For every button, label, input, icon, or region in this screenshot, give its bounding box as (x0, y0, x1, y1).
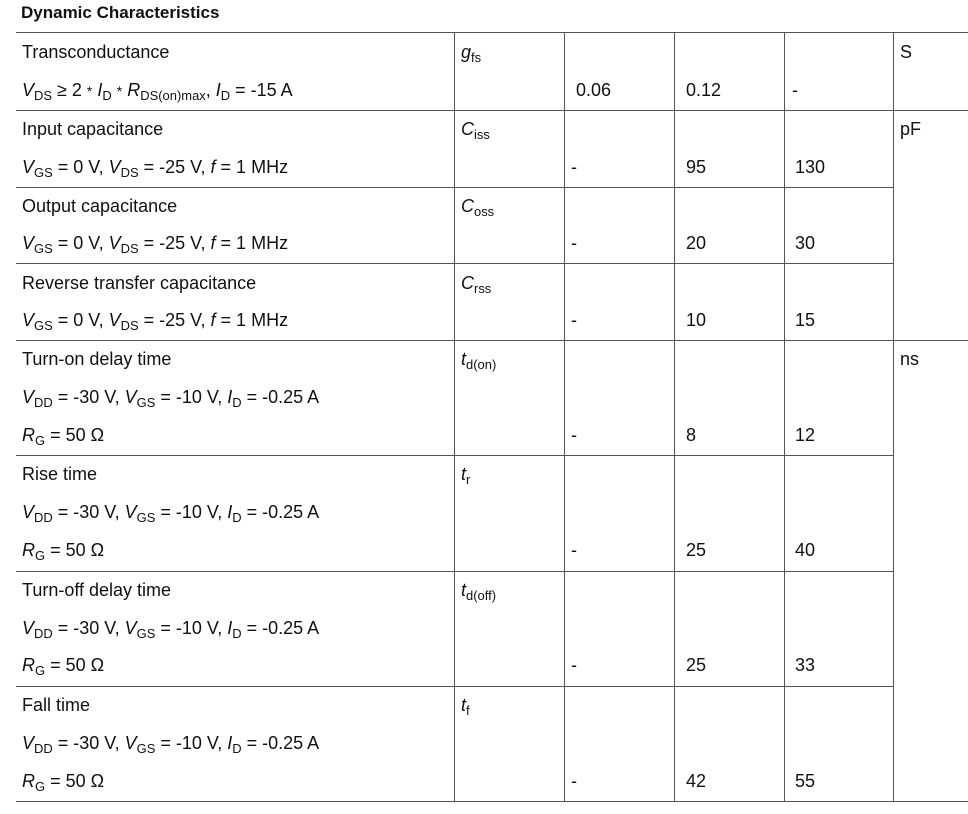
min-value: - (571, 233, 577, 253)
typ-value: 10 (686, 310, 707, 330)
min-value: - (571, 540, 577, 560)
symbol: $C_{iss}$ (461, 119, 490, 142)
symbol: $t_{d(on)}$ (461, 349, 497, 372)
typ-value: 20 (686, 233, 707, 253)
condition-text: $V_{DD} = -30$ V, $V_{GS} = -10$ V, $I_D = -0.25$ A (22, 502, 320, 525)
condition-text: $V_{GS} = 0$ V, $V_{DS} = -25$ V, f = 1 MHz (22, 310, 289, 333)
min-value: - (571, 157, 577, 177)
row-divider (16, 340, 968, 341)
parameter-name: Reverse transfer capacitance (22, 273, 257, 293)
max-value: 12 (795, 425, 816, 445)
condition-text: $R_G = 50$ Ω (22, 655, 105, 678)
col-divider (564, 33, 565, 801)
min-value: - (571, 310, 577, 330)
parameter-name: Output capacitance (22, 196, 178, 216)
condition-text: $V_{DS} \ge 2 * I_D * R_{DS(on)max}$, $I_D = -15$ A (22, 80, 293, 103)
symbol: $t_r$ (461, 464, 471, 487)
min-value: 0.06 (576, 80, 612, 100)
max-value: 30 (795, 233, 816, 253)
typ-value: 8 (686, 425, 697, 445)
condition-text: $V_{DD} = -30$ V, $V_{GS} = -10$ V, $I_D = -0.25$ A (22, 387, 320, 410)
min-value: - (571, 425, 577, 445)
parameter-name: Rise time (22, 464, 98, 484)
parameter-name: Fall time (22, 695, 91, 715)
max-value: 40 (795, 540, 816, 560)
symbol: $C_{rss}$ (461, 273, 492, 296)
col-divider (784, 33, 785, 801)
condition-text: $R_G = 50$ Ω (22, 425, 105, 448)
parameter-name: Turn-on delay time (22, 349, 172, 369)
max-value: 15 (795, 310, 816, 330)
min-value: - (571, 771, 577, 791)
condition-text: $R_G = 50$ Ω (22, 771, 105, 794)
condition-text: $V_{GS} = 0$ V, $V_{DS} = -25$ V, f = 1 MHz (22, 233, 289, 256)
unit: pF (900, 119, 922, 139)
max-value: 55 (795, 771, 816, 791)
symbol: $g_{fs}$ (461, 42, 482, 65)
unit: ns (900, 349, 920, 369)
typ-value: 42 (686, 771, 707, 791)
typ-value: 25 (686, 540, 707, 560)
condition-text: $R_G = 50$ Ω (22, 540, 105, 563)
max-value: - (792, 80, 798, 100)
symbol: $C_{oss}$ (461, 196, 495, 219)
typ-value: 95 (686, 157, 707, 177)
section-title: Dynamic Characteristics (21, 3, 220, 22)
symbol: $t_{d(off)}$ (461, 580, 497, 603)
condition-text: $V_{DD} = -30$ V, $V_{GS} = -10$ V, $I_D = -0.25$ A (22, 618, 320, 641)
min-value: - (571, 655, 577, 675)
col-divider (674, 33, 675, 801)
typ-value: 25 (686, 655, 707, 675)
dynamic-characteristics-table (16, 32, 968, 802)
condition-text: $V_{GS} = 0$ V, $V_{DS} = -25$ V, f = 1 MHz (22, 157, 289, 180)
col-divider (454, 33, 455, 801)
max-value: 130 (795, 157, 826, 177)
condition-text: $V_{DD} = -30$ V, $V_{GS} = -10$ V, $I_D = -0.25$ A (22, 733, 320, 756)
unit: S (900, 42, 913, 62)
parameter-name: Input capacitance (22, 119, 164, 139)
row-divider (16, 110, 968, 111)
col-divider (893, 33, 894, 801)
symbol: $t_f$ (461, 695, 470, 718)
max-value: 33 (795, 655, 816, 675)
parameter-name: Turn-off delay time (22, 580, 172, 600)
typ-value: 0.12 (686, 80, 722, 100)
parameter-name: Transconductance (22, 42, 170, 62)
